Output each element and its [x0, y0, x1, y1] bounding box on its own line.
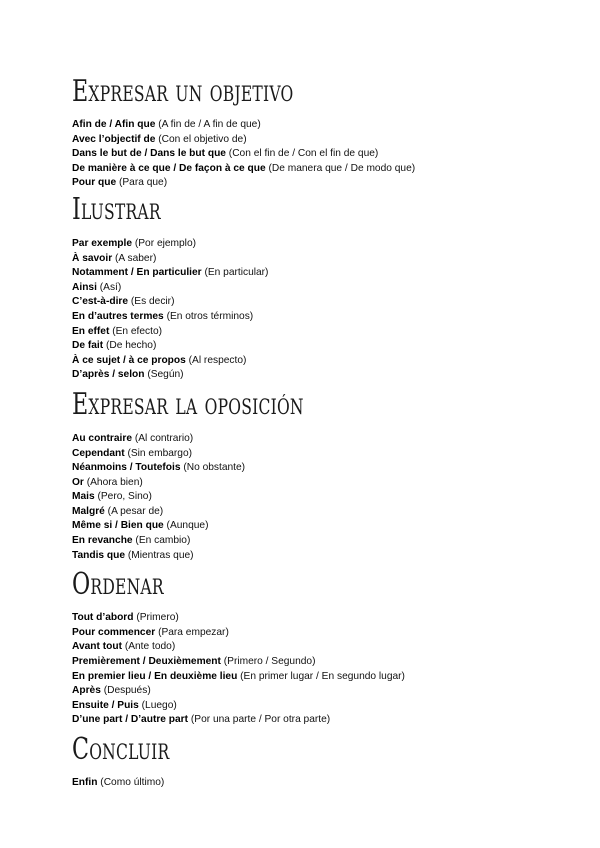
- list-item: [72, 549, 572, 564]
- section-ordenar: [72, 567, 572, 728]
- entry-translation: (A saber): [112, 252, 157, 264]
- document-page: [72, 74, 572, 795]
- list-item: [72, 237, 572, 252]
- entry-term: En revanche: [72, 535, 133, 547]
- entry-translation: (Luego): [138, 699, 177, 711]
- list-item: [72, 176, 572, 191]
- list-item: [72, 713, 572, 728]
- entry-term: Enfin: [72, 777, 98, 788]
- entry-translation: (Sin embargo): [124, 447, 193, 459]
- list-item: [72, 640, 572, 655]
- entry-term: Dans le but de / Dans le but que: [72, 148, 226, 160]
- list-item: [72, 147, 572, 162]
- entry-term: Tandis que: [72, 549, 126, 561]
- entry-term: Par exemple: [72, 237, 133, 249]
- entry-translation: (De manera que / De modo que): [265, 162, 416, 174]
- section-ilustrar: [72, 192, 572, 383]
- entry-term: En d’autres termes: [72, 310, 164, 322]
- entry-translation: (Con el fin de / Con el fin de que): [225, 148, 379, 160]
- entry-term: Pour commencer: [72, 626, 156, 638]
- entry-translation: (Ahora bien): [83, 476, 143, 488]
- section-concluir: [72, 732, 572, 791]
- entry-term: Notamment / En particulier: [72, 267, 202, 279]
- section-expresar-oposicion: [72, 387, 572, 563]
- list-item: [72, 432, 572, 447]
- entry-translation: (Así): [96, 281, 122, 293]
- list-item: [72, 505, 572, 520]
- entry-term: D’après / selon: [72, 369, 145, 381]
- entry-translation: (Al respecto): [185, 354, 247, 366]
- entry-term: Premièrement / Deuxièmement: [72, 656, 221, 668]
- entry-translation: (Por una parte / Por otra parte): [188, 714, 331, 726]
- list-item: [72, 310, 572, 325]
- entry-term: Avec l’objectif de: [72, 133, 156, 145]
- list-item: [72, 670, 572, 685]
- list-item: [72, 118, 572, 133]
- entry-translation: (Pero, Sino): [94, 491, 152, 503]
- entry-translation: (Primero): [133, 612, 179, 624]
- entry-translation: (En efecto): [109, 325, 163, 337]
- list-item: [72, 447, 572, 462]
- entry-translation: (A pesar de): [104, 505, 164, 517]
- section-title: Expresar un objetivo: [72, 74, 294, 109]
- section-title: Ilustrar: [72, 191, 161, 227]
- entry-term: À ce sujet / à ce propos: [72, 354, 186, 366]
- list-item: [72, 626, 572, 641]
- section-expresar-objetivo: [72, 74, 572, 191]
- entry-translation: (Para que): [116, 177, 168, 189]
- list-item: [72, 368, 572, 383]
- list-item: [72, 281, 572, 296]
- entry-translation: (A fin de / A fin de que): [155, 119, 261, 130]
- entry-term: En effet: [72, 325, 110, 337]
- entry-translation: (Primero / Segundo): [220, 656, 316, 668]
- entry-translation: (Es decir): [128, 296, 175, 308]
- entry-term: Malgré: [72, 505, 105, 517]
- entry-translation: (Como último): [97, 777, 165, 788]
- list-item: [72, 655, 572, 670]
- list-item: [72, 611, 572, 626]
- list-item: [72, 776, 572, 791]
- section-title: Ordenar: [72, 567, 164, 603]
- entry-translation: (En cambio): [132, 535, 191, 547]
- entry-term: Même si / Bien que: [72, 520, 164, 532]
- entry-term: À savoir: [72, 252, 113, 264]
- list-item: [72, 354, 572, 369]
- entry-term: De fait: [72, 340, 104, 352]
- entry-term: Or: [72, 476, 84, 488]
- entry-term: Afin de / Afin que: [72, 119, 156, 130]
- entry-term: Ainsi: [72, 281, 97, 293]
- entry-term: Pour que: [72, 177, 117, 189]
- entry-translation: (Al contrario): [132, 432, 194, 444]
- list-item: [72, 295, 572, 310]
- entry-translation: (En primer lugar / En segundo lugar): [237, 670, 405, 682]
- list-item: [72, 519, 572, 534]
- entry-term: Avant tout: [72, 641, 122, 653]
- entry-term: Après: [72, 685, 101, 697]
- entry-translation: (En particular): [201, 267, 269, 279]
- entry-term: Mais: [72, 491, 95, 503]
- entry-translation: (Ante todo): [122, 641, 176, 653]
- entry-term: Néanmoins / Toutefois: [72, 462, 181, 474]
- list-item: [72, 133, 572, 148]
- entry-translation: (Aunque): [163, 520, 209, 532]
- entry-translation: (Según): [144, 369, 184, 381]
- entry-translation: (No obstante): [180, 462, 246, 474]
- entry-translation: (En otros términos): [163, 310, 254, 322]
- entry-translation: (Para empezar): [155, 626, 229, 638]
- list-item: [72, 476, 572, 491]
- list-item: [72, 339, 572, 354]
- entry-translation: (Mientras que): [125, 549, 194, 561]
- entry-term: C’est-à-dire: [72, 296, 129, 308]
- entry-term: Cependant: [72, 447, 125, 459]
- list-item: [72, 684, 572, 699]
- list-item: [72, 534, 572, 549]
- entry-term: Au contraire: [72, 432, 133, 444]
- entry-translation: (De hecho): [103, 340, 157, 352]
- entry-term: En premier lieu / En deuxième lieu: [72, 670, 238, 682]
- list-item: [72, 162, 572, 177]
- list-item: [72, 490, 572, 505]
- entry-term: Tout d’abord: [72, 612, 134, 624]
- entry-translation: (Después): [100, 685, 151, 697]
- entry-term: De manière à ce que / De façon à ce que: [72, 162, 266, 174]
- entry-translation: (Por ejemplo): [132, 237, 197, 249]
- list-item: [72, 699, 572, 714]
- list-item: [72, 325, 572, 340]
- entry-translation: (Con el objetivo de): [155, 133, 247, 145]
- section-title: Expresar la oposición: [72, 386, 304, 422]
- section-title: Concluir: [72, 732, 170, 767]
- list-item: [72, 461, 572, 476]
- list-item: [72, 266, 572, 281]
- list-item: [72, 252, 572, 267]
- entry-term: Ensuite / Puis: [72, 699, 139, 711]
- entry-term: D’une part / D’autre part: [72, 714, 189, 726]
